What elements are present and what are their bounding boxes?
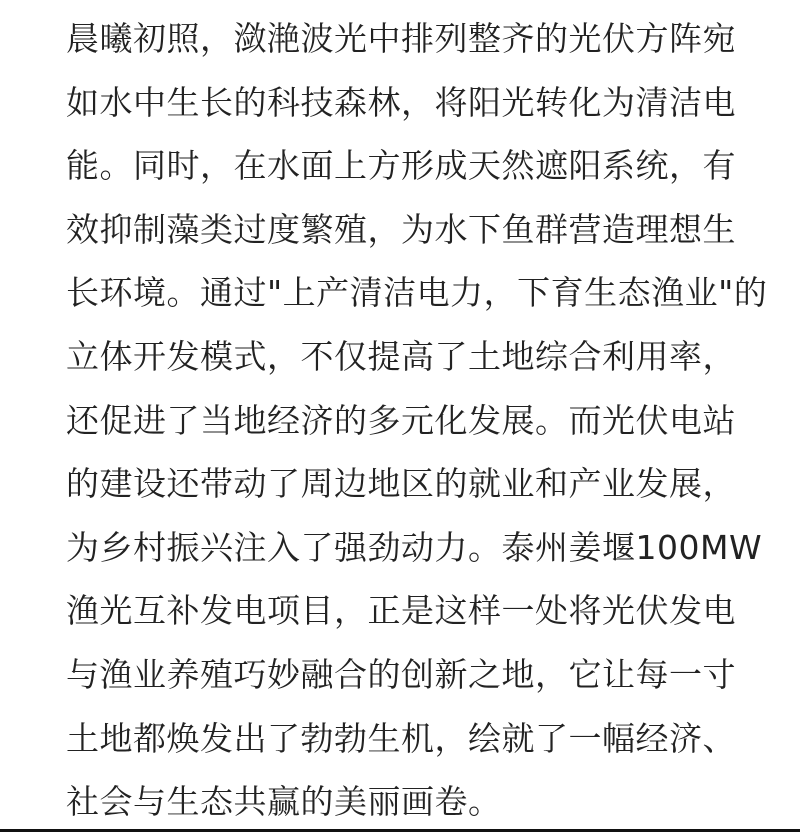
text-line: 能。同时，在水面上方形成天然遮阳系统，有 <box>66 146 736 186</box>
text-line: 效抑制藻类过度繁殖，为水下鱼群营造理想生 <box>66 209 736 249</box>
text-line: 渔光互补发电项目，正是这样一处将光伏发电 <box>66 591 736 631</box>
text-line: 立体开发模式，不仅提高了土地综合利用率， <box>66 336 736 376</box>
text-line: 如水中生长的科技森林，将阳光转化为清洁电 <box>66 82 736 122</box>
article-body <box>66 0 766 834</box>
text-line: 为乡村振兴注入了强劲动力。泰州姜堰100MW <box>66 527 763 567</box>
text-line: 土地都焕发出了勃勃生机，绘就了一幅经济、 <box>66 718 736 758</box>
text-line: 还促进了当地经济的多元化发展。而光伏电站 <box>66 400 736 440</box>
text-line: 与渔业养殖巧妙融合的创新之地，它让每一寸 <box>66 654 736 694</box>
text-line: 长环境。通过"上产清洁电力，下育生态渔业"的 <box>66 273 768 313</box>
text-line: 晨曦初照，潋滟波光中排列整齐的光伏方阵宛 <box>66 19 736 58</box>
text-line: 的建设还带动了周边地区的就业和产业发展， <box>66 464 736 504</box>
text-line: 社会与生态共赢的美丽画卷。 <box>66 782 502 822</box>
